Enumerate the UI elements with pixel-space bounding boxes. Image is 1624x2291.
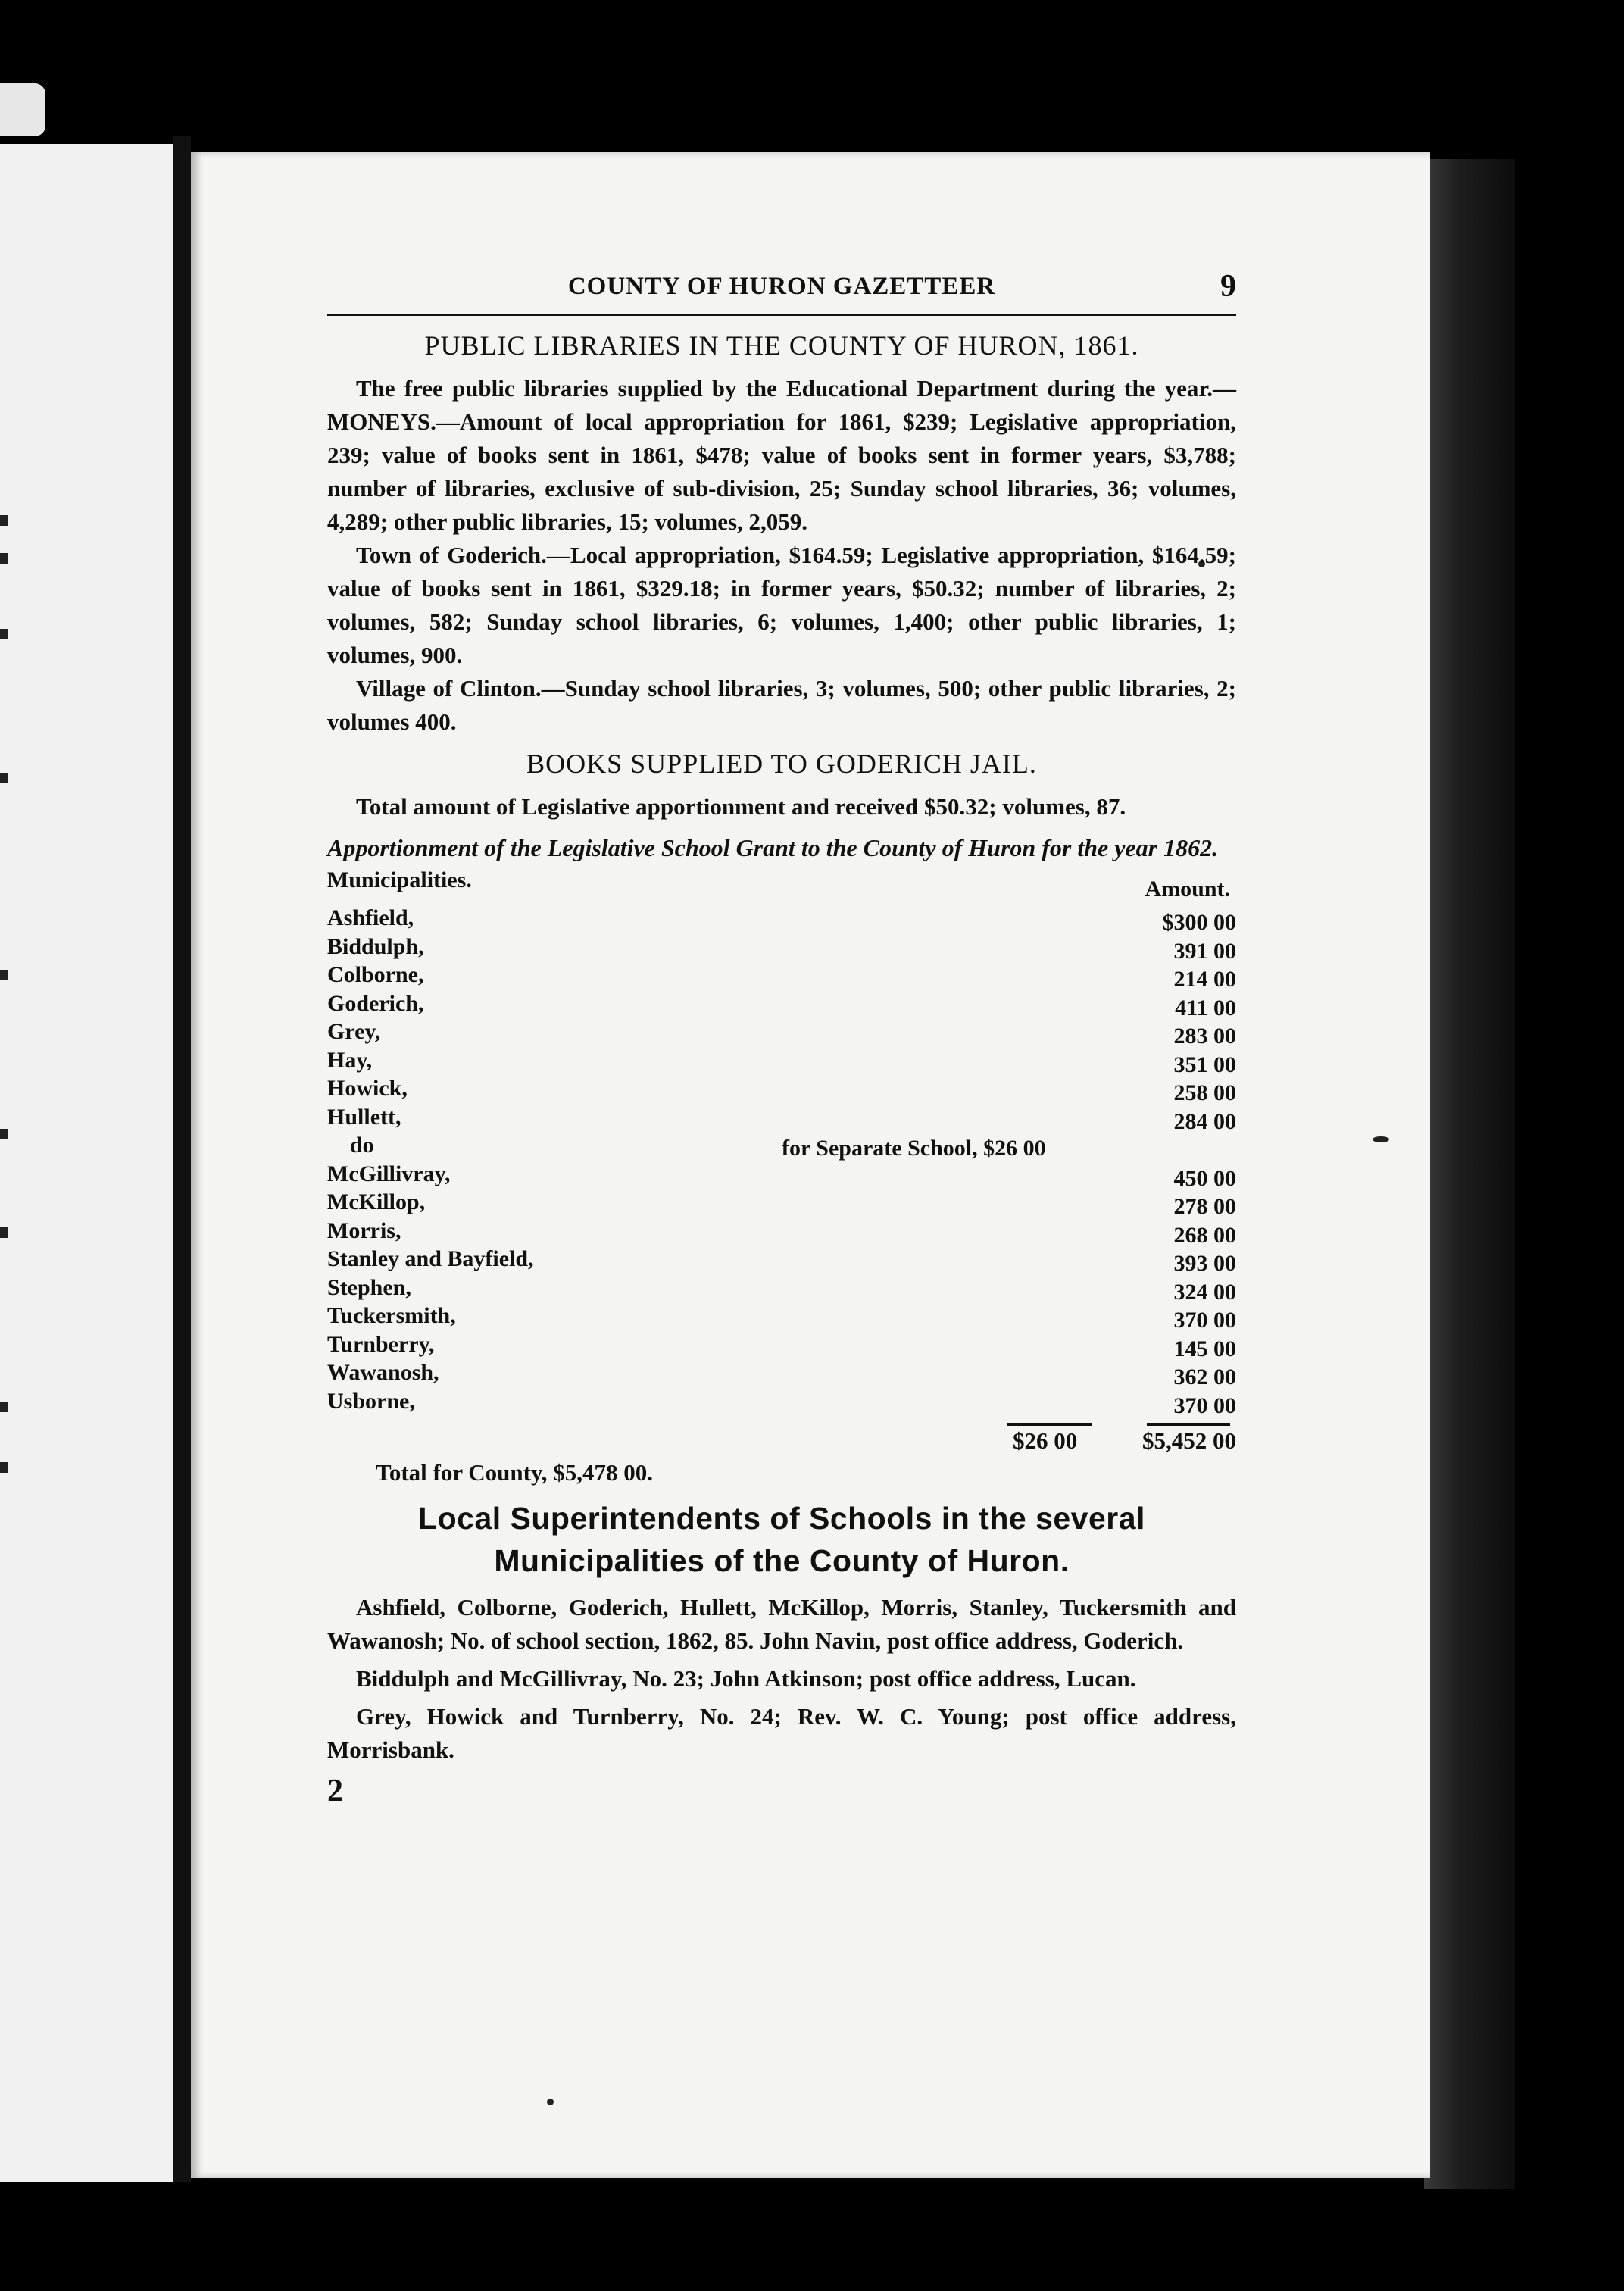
superintendents-heading: Local Superintendents of Schools in the several Municipalities of the County of Huron. <box>418 1501 1145 1578</box>
page-tab-mark <box>0 83 45 136</box>
separate-school-note: for Separate School, $26 00 <box>782 1136 1046 1161</box>
grand-total: $5,452 00 <box>1142 1427 1236 1454</box>
running-title: COUNTY OF HURON GAZETTEER <box>567 273 996 300</box>
grant-amount: 370 00 <box>1173 1308 1236 1333</box>
apportionment-table-header <box>327 867 1236 902</box>
grant-amount: 145 00 <box>1173 1336 1236 1361</box>
municipality-name: Stanley and Bayfield, <box>327 1246 534 1271</box>
table-row <box>327 1019 1236 1048</box>
table-row <box>327 1303 1236 1332</box>
grant-amount: 284 00 <box>1173 1108 1236 1134</box>
grant-amount: 391 00 <box>1173 938 1236 964</box>
goderich-paragraph: Town of Goderich.—Local appropriation, $164.59; Legislative appropriation, $164.59; value of books sent in 1861, $329.18; in former years, $50.32; number of libraries, 2; volumes, 582; Sunday school libraries, 6; volumes, 1,400; other public libraries, 1; volumes, 900. <box>327 542 1236 668</box>
page-edge-shadow <box>1424 159 1515 2189</box>
municipality-name: Goderich, <box>327 990 424 1016</box>
table-row <box>327 1189 1236 1218</box>
running-head <box>327 269 1236 316</box>
municipality-name: Colborne, <box>327 962 424 987</box>
table-row <box>327 1246 1236 1275</box>
grant-amount: 411 00 <box>1175 995 1236 1020</box>
jail-heading: BOOKS SUPPLIED TO GODERICH JAIL. <box>526 749 1037 779</box>
apportionment-table <box>327 905 1236 1417</box>
totals-rules <box>327 1417 1236 1427</box>
grant-amount: 393 00 <box>1173 1251 1236 1276</box>
municipality-name: McKillop, <box>327 1189 426 1214</box>
grant-amount: 351 00 <box>1173 1052 1236 1077</box>
libraries-paragraph: The free public libraries supplied by the Educational Department during the year.—MONEYS.—Amount of local appropriation for 1861, $239; Legislative appropriation, 239; value of books sent in 1861, $478; value of books sent in former years, $3,788; number of libraries, exclusive of sub-division, 25; Sunday school libraries, 36; volumes, 4,289; other public libraries, 15; volumes, 2,059. <box>327 375 1236 535</box>
table-row <box>327 1389 1236 1417</box>
grant-amount: 283 00 <box>1173 1024 1236 1049</box>
grant-amount: 450 00 <box>1173 1165 1236 1191</box>
municipality-name: McGillivray, <box>327 1161 451 1186</box>
table-row <box>327 1133 1236 1161</box>
municipalities-column-header: Municipalities. <box>327 867 472 892</box>
table-row <box>327 1048 1236 1077</box>
grant-amount: 278 00 <box>1173 1194 1236 1219</box>
clinton-paragraph: Village of Clinton.—Sunday school libraries, 3; volumes, 500; other public libraries, 2; volumes 400. <box>327 675 1236 735</box>
table-row <box>327 991 1236 1020</box>
table-row <box>327 1105 1236 1133</box>
table-row <box>327 905 1236 934</box>
superintendent-entry: Grey, Howick and Turnberry, No. 24; Rev. W. C. Young; post office address, Morrisbank. <box>327 1703 1236 1763</box>
municipality-name: Usborne, <box>327 1388 415 1414</box>
municipality-name: Stephen, <box>327 1274 411 1300</box>
municipality-name: Ashfield, <box>327 905 414 930</box>
municipality-name: Grey, <box>327 1019 381 1044</box>
book-spine-gap <box>173 136 191 2182</box>
grant-amount: 324 00 <box>1173 1279 1236 1305</box>
table-row <box>327 1218 1236 1247</box>
municipality-name: Wawanosh, <box>327 1360 439 1385</box>
table-row <box>327 934 1236 963</box>
municipality-name: Biddulph, <box>327 933 424 959</box>
facing-page <box>0 144 173 2182</box>
page-content <box>327 269 1236 1809</box>
apportionment-title: Apportionment of the Legislative School Grant to the County of Huron for the year 1862. <box>327 834 1219 861</box>
grant-amount: 370 00 <box>1173 1392 1236 1418</box>
superintendent-entry: Ashfield, Colborne, Goderich, Hullett, McKillop, Morris, Stanley, Tuckersmith and Wawanosh; No. of school section, 1862, 85. John Navin, post office address, Goderich. <box>327 1594 1236 1654</box>
table-row <box>327 1360 1236 1389</box>
grant-amount: 258 00 <box>1173 1080 1236 1105</box>
amount-column-header: Amount. <box>1145 877 1230 902</box>
table-row <box>327 1332 1236 1361</box>
municipality-name: Turnberry, <box>327 1331 435 1357</box>
grant-amount: $300 00 <box>1162 910 1236 935</box>
municipality-name: Howick, <box>327 1076 408 1101</box>
grant-amount: 268 00 <box>1173 1222 1236 1248</box>
grand-total-rule <box>1147 1423 1230 1426</box>
separate-total-rule <box>1007 1423 1092 1426</box>
jail-paragraph: Total amount of Legislative apportionment and received $50.32; volumes, 87. <box>356 793 1126 820</box>
table-row <box>327 1275 1236 1304</box>
grant-amount: 214 00 <box>1173 967 1236 992</box>
county-total: Total for County, $5,478 00. <box>376 1459 654 1486</box>
table-row <box>327 1161 1236 1190</box>
superintendent-entry: Biddulph and McGillivray, No. 23; John Atkinson; post office address, Lucan. <box>356 1665 1136 1692</box>
totals-line <box>327 1427 1236 1458</box>
book-page <box>191 152 1430 2178</box>
page-number: 9 <box>1220 269 1236 304</box>
municipality-name: Hay, <box>327 1047 373 1073</box>
separate-school-total: $26 00 <box>1013 1427 1078 1454</box>
municipality-name: Morris, <box>327 1217 401 1243</box>
table-row <box>327 962 1236 991</box>
municipality-name: do <box>350 1133 374 1158</box>
table-row <box>327 1076 1236 1105</box>
libraries-heading: PUBLIC LIBRARIES IN THE COUNTY OF HURON, 1861. <box>424 330 1139 361</box>
grant-amount: 362 00 <box>1173 1364 1236 1389</box>
signature-mark: 2 <box>327 1774 343 1808</box>
municipality-name: Hullett, <box>327 1104 401 1130</box>
municipality-name: Tuckersmith, <box>327 1303 456 1328</box>
